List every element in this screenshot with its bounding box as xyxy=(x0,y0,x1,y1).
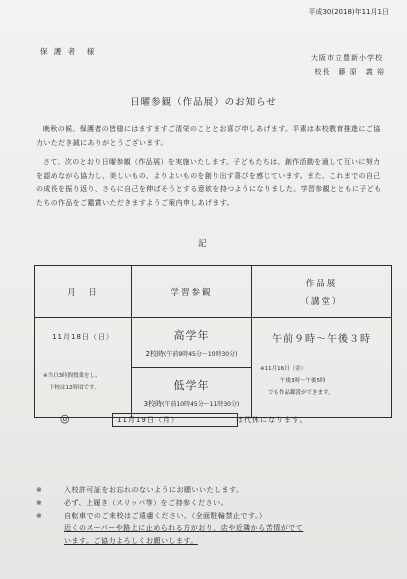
exhibition-note-1: ※11月16日（金） xyxy=(260,366,307,372)
lower-grade-label: 低学年 xyxy=(173,378,210,392)
exhibition-label: 作品展 xyxy=(305,278,338,289)
note-item: ※ 自転車でのご来校はご遠慮ください。（全面駐輪禁止です。） xyxy=(36,511,267,520)
upper-time: (午前9時45分～10時30分) xyxy=(164,350,238,358)
exhibition-time-cell xyxy=(252,318,392,418)
header-exhibition xyxy=(252,266,392,318)
ki-heading: 記 xyxy=(198,239,207,249)
school-name: 大阪市立豊新小学校 xyxy=(311,54,383,62)
notes-list xyxy=(36,484,303,548)
greeting-paragraph: 晩秋の候、保護者の皆様にはますますご清栄のこととお喜び申しあげます。平素は本校教育推進にご協力いただき誠にありがとうございます。 xyxy=(36,125,381,147)
exhibition-venue: （講堂） xyxy=(300,296,343,307)
principal-name: 校長 藤 原 義 裕 xyxy=(314,68,385,76)
addressee: 保 護 者 様 xyxy=(40,47,97,56)
lower-time: (午前10時45分～11時30分) xyxy=(162,400,240,408)
date-cell xyxy=(35,318,132,418)
date-note-2: 下校は12時頃です。 xyxy=(49,385,100,391)
note-item-underlined: います。ご協力よろしくお願いします。 xyxy=(64,537,198,546)
schedule-table xyxy=(34,265,392,418)
double-circle-mark: ◎ xyxy=(60,412,70,425)
upper-grade-cell xyxy=(132,318,252,368)
issue-date: 平成30(2018)年11月1日 xyxy=(308,8,389,16)
lower-period: 3校時 xyxy=(143,399,163,408)
note-item: ※ 必ず、上履き（スリッパ等）をご持参ください。 xyxy=(36,498,229,507)
lower-grade-cell xyxy=(132,368,252,418)
note-item: ※ 入校許可証をお忘れのないようにお願いいたします。 xyxy=(36,486,244,494)
date-value: 11月18日（日） xyxy=(52,333,114,341)
announcement-paragraph: さて、次のとおり日曜参観（作品展）を実施いたします。子どもたちは、創作活動を通して互いに努力を認めながら協力し、美しいもの、よりよいものを創り出す喜びを感じています。また、これまでの自己の成長を振り返り、さらに自己を伸ばそうとする意欲を持つようになりました。学習参観とともに子どもたちの作品をご鑑賞いただきますようご案内申しあげます。 xyxy=(36,158,382,207)
header-class-observation: 学習参観 xyxy=(132,266,252,318)
exhibition-note-2: 午後3時～午後5時 xyxy=(280,378,326,384)
document-title: 日曜参観（作品展）のお知らせ xyxy=(130,97,277,108)
note-item-underlined: 近くのスーパーや路上に止められる方がおり、店や近隣から苦情がでて xyxy=(64,524,304,533)
holiday-date-box: 11月19日（月） xyxy=(112,413,238,427)
date-note-1: ※当日3時間授業をし、 xyxy=(43,373,101,379)
upper-period: 2校時 xyxy=(145,349,165,358)
exhibition-hours: 午前９時～午後３時 xyxy=(272,334,371,345)
exhibition-note-3: でも作品鑑賞ができます。 xyxy=(268,390,334,396)
upper-grade-label: 高学年 xyxy=(173,328,210,342)
header-date: 月 日 xyxy=(35,266,132,318)
holiday-text: は代休になります。 xyxy=(236,416,308,424)
